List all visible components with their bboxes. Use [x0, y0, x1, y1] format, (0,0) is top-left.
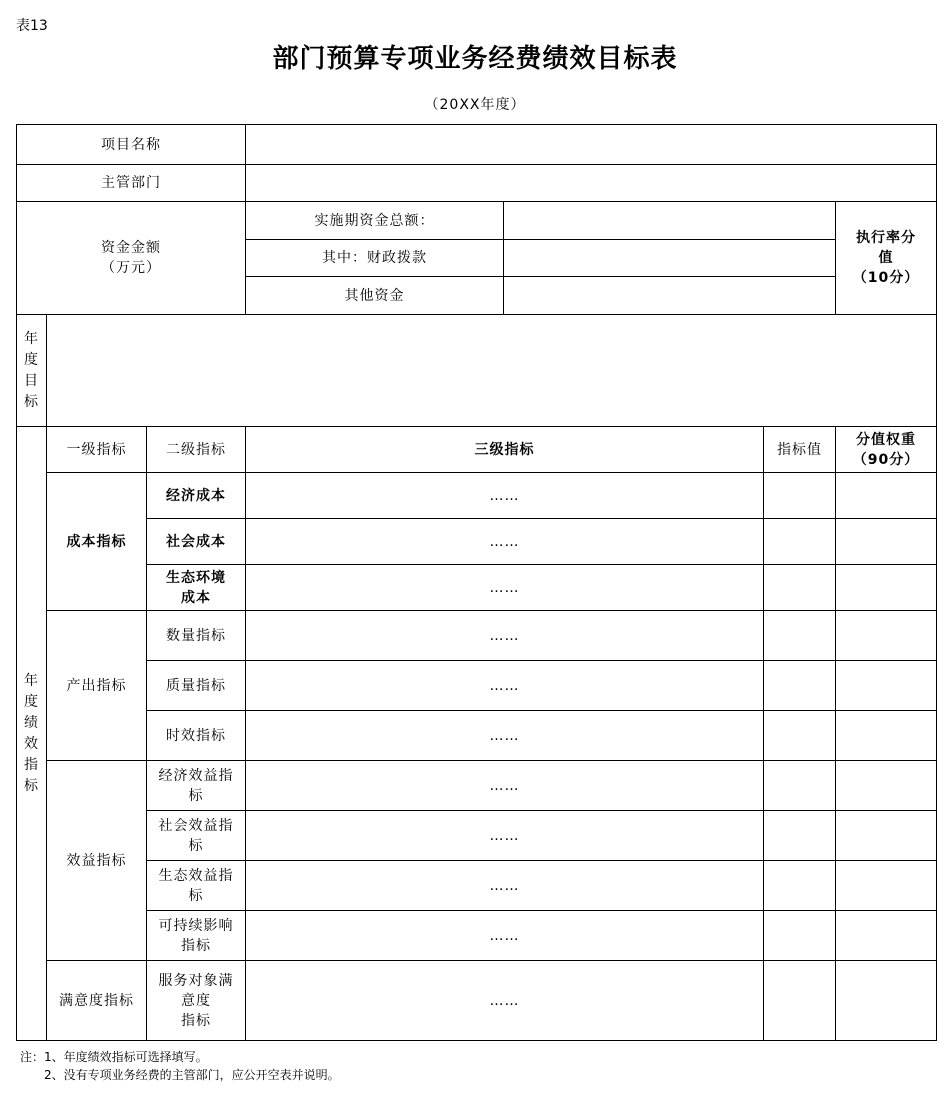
econ-benefit-line2: 标	[188, 787, 204, 804]
service-line2: 意度	[181, 992, 211, 1009]
level2-social-cost: 社会成本	[147, 519, 246, 565]
table-row	[17, 911, 937, 961]
table-row	[17, 811, 937, 861]
total-funds-label: 实施期资金总额：	[246, 202, 504, 240]
group-benefit: 效益指标	[47, 761, 147, 961]
weight-cell[interactable]	[836, 519, 937, 565]
level2-econ-benefit	[147, 761, 246, 811]
other-funds-label: 其他资金	[246, 277, 504, 315]
level3-cell[interactable]: ……	[246, 611, 764, 661]
level2-header: 二级指标	[147, 427, 246, 473]
sustain-line1: 可持续影响	[158, 917, 234, 934]
level1-header: 一级指标	[47, 427, 147, 473]
indicator-value-cell[interactable]	[764, 911, 836, 961]
annual-goal-text: 年度目标	[24, 330, 39, 410]
level2-quality: 质量指标	[147, 661, 246, 711]
annual-goal-label	[17, 315, 47, 427]
indicator-value-cell[interactable]	[764, 565, 836, 611]
level3-cell[interactable]: ……	[246, 861, 764, 911]
table-row	[17, 473, 937, 519]
annual-performance-indicator-label	[17, 427, 47, 1041]
weight-cell[interactable]	[836, 473, 937, 519]
level3-cell[interactable]: ……	[246, 565, 764, 611]
fiscal-funds-value[interactable]	[504, 240, 836, 277]
fiscal-funds-label: 其中：财政拨款	[246, 240, 504, 277]
level2-sustainability	[147, 911, 246, 961]
table-row	[17, 861, 937, 911]
eco-benefit-line1: 生态效益指	[158, 867, 234, 884]
level3-cell[interactable]: ……	[246, 961, 764, 1041]
sustain-line2: 指标	[181, 937, 211, 954]
level3-header: 三级指标	[246, 427, 764, 473]
level2-eco-benefit	[147, 861, 246, 911]
level3-cell[interactable]: ……	[246, 519, 764, 565]
weight-cell[interactable]	[836, 661, 937, 711]
level3-cell[interactable]: ……	[246, 761, 764, 811]
level3-cell[interactable]: ……	[246, 911, 764, 961]
department-label: 主管部门	[17, 165, 246, 202]
project-name-label: 项目名称	[17, 125, 246, 165]
level2-service-satisfaction	[147, 961, 246, 1041]
weight-cell[interactable]	[836, 565, 937, 611]
table-row	[17, 711, 937, 761]
annual-goal-value[interactable]	[47, 315, 937, 427]
department-value[interactable]	[246, 165, 937, 202]
indicator-value-cell[interactable]	[764, 711, 836, 761]
indicator-value-header: 指标值	[764, 427, 836, 473]
total-funds-value[interactable]	[504, 202, 836, 240]
indicator-value-cell[interactable]	[764, 611, 836, 661]
eco-cost-line1: 生态环境	[166, 569, 226, 586]
level3-cell[interactable]: ……	[246, 473, 764, 519]
econ-benefit-line1: 经济效益指	[158, 767, 234, 784]
annual-goal-row	[17, 315, 937, 427]
eco-cost-line2: 成本	[181, 589, 211, 606]
project-name-row	[17, 125, 937, 165]
footnotes	[20, 1048, 340, 1084]
note-2: 2、没有专项业务经费的主管部门，应公开空表并说明。	[44, 1068, 340, 1082]
weight-cell[interactable]	[836, 811, 937, 861]
group-satisfaction: 满意度指标	[47, 961, 147, 1041]
performance-target-table	[16, 124, 937, 1041]
service-line3: 指标	[181, 1012, 211, 1029]
table-row	[17, 761, 937, 811]
table-number: 表13	[16, 18, 48, 34]
execution-rate-header	[836, 202, 937, 315]
weight-line2: （90分）	[852, 451, 920, 468]
indicator-value-cell[interactable]	[764, 519, 836, 565]
funds-unit: （万元）	[101, 260, 161, 276]
group-output: 产出指标	[47, 611, 147, 761]
weight-cell[interactable]	[836, 961, 937, 1041]
exec-rate-line1: 执行率分	[856, 230, 916, 246]
social-benefit-line1: 社会效益指	[158, 817, 234, 834]
indicator-header-row	[17, 427, 937, 473]
total-funds-row	[17, 202, 937, 240]
weight-header	[836, 427, 937, 473]
weight-line1: 分值权重	[856, 431, 916, 448]
table-row	[17, 565, 937, 611]
indicator-value-cell[interactable]	[764, 661, 836, 711]
weight-cell[interactable]	[836, 611, 937, 661]
weight-cell[interactable]	[836, 861, 937, 911]
level3-cell[interactable]: ……	[246, 811, 764, 861]
exec-rate-line3: （10分）	[852, 270, 920, 286]
weight-cell[interactable]	[836, 761, 937, 811]
indicator-value-cell[interactable]	[764, 473, 836, 519]
level2-eco-cost	[147, 565, 246, 611]
weight-cell[interactable]	[836, 711, 937, 761]
eco-benefit-line2: 标	[188, 887, 204, 904]
indicator-value-cell[interactable]	[764, 861, 836, 911]
indicator-value-cell[interactable]	[764, 761, 836, 811]
level2-timeliness: 时效指标	[147, 711, 246, 761]
table-row	[17, 661, 937, 711]
table-row	[17, 611, 937, 661]
indicator-value-cell[interactable]	[764, 811, 836, 861]
note-1: 注：1、年度绩效指标可选择填写。	[20, 1050, 208, 1064]
service-line1: 服务对象满	[158, 972, 234, 989]
table-row	[17, 961, 937, 1041]
level2-economic-cost: 经济成本	[147, 473, 246, 519]
level3-cell[interactable]: ……	[246, 661, 764, 711]
level2-social-benefit	[147, 811, 246, 861]
page-title: 部门预算专项业务经费绩效目标表	[272, 44, 678, 74]
social-benefit-line2: 标	[188, 837, 204, 854]
other-funds-value[interactable]	[504, 277, 836, 315]
weight-cell[interactable]	[836, 911, 937, 961]
level2-quantity: 数量指标	[147, 611, 246, 661]
table-row	[17, 519, 937, 565]
funds-amount-label	[17, 202, 246, 315]
exec-rate-line2: 值	[878, 250, 894, 266]
department-row	[17, 165, 937, 202]
year-subtitle: （20XX年度）	[424, 97, 526, 113]
group-cost: 成本指标	[47, 473, 147, 611]
indicator-value-cell[interactable]	[764, 961, 836, 1041]
funds-label: 资金金额	[101, 240, 161, 256]
level3-cell[interactable]: ……	[246, 711, 764, 761]
annual-performance-indicator-text: 年度绩效指标	[24, 672, 39, 794]
project-name-value[interactable]	[246, 125, 937, 165]
